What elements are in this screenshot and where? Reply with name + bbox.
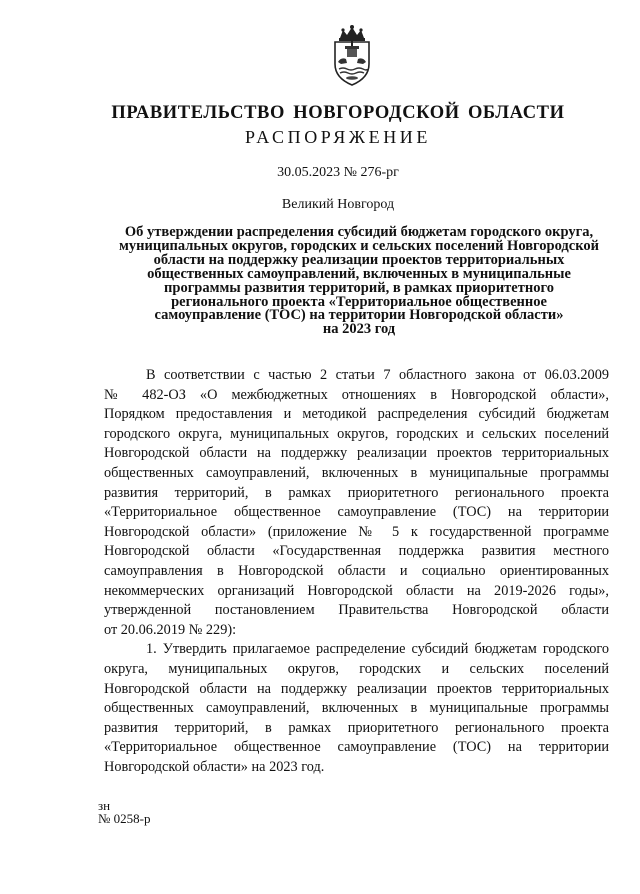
body-line: Новгородской области» (приложение № 5 к государственной программе [104,523,609,540]
government-name: ПРАВИТЕЛЬСТВО НОВГОРОДСКОЙ ОБЛАСТИ [111,103,565,123]
body-line: Новгородской области «Государственная поддержка развития местного [104,543,609,560]
title-line: программы развития территорий, в рамках приоритетного [164,279,554,296]
body-line: Порядком предоставления и методикой распределения субсидий бюджетам [104,406,609,423]
item-1-paragraph [104,640,609,777]
body-line: некоммерческих организаций Новгородской области на 2019-2026 годы», [104,582,609,599]
body-line: Новгородской области» на 2023 год. [104,758,325,775]
body-line: Новгородской области на поддержку реализации проектов территориальных [104,445,609,462]
title-line: муниципальных округов, городских и сельских поселений Новгородской [119,237,599,254]
document-city: Великий Новгород [281,197,395,212]
footer-registration [98,799,150,825]
preamble-paragraph [104,366,609,640]
body-line: В соответствии с частью 2 статьи 7 областного закона от 06.03.2009 [146,367,609,383]
footer-initials: зн [98,798,111,813]
title-line: регионального проекта «Территориальное общественное [171,293,547,310]
document-title [112,226,606,337]
body-line: округа, муниципальных округов, городских и сельских поселений [104,660,609,677]
body-line: общественных самоуправлений, включенных в муниципальные программы [104,464,609,481]
title-line: самоуправление (ТОС) на территории Новгородской области» [154,307,564,324]
body-line: Новгородской области на поддержку реализации проектов территориальных [104,680,609,697]
body-line: городского округа, муниципальных округов, городских и сельских поселений [104,425,609,442]
document-body [104,366,609,777]
body-line: 1. Утвердить прилагаемое распределение субсидий бюджетам городского [146,641,609,658]
body-line: от 20.06.2019 № 229): [104,621,237,638]
title-line: общественных самоуправлений, включенных в муниципальные [147,265,571,282]
footer-number: № 0258-р [98,811,151,826]
body-line: развития территорий, в рамках приоритетного регионального проекта [104,719,609,736]
document-type: РАСПОРЯЖЕНИЕ [244,127,431,147]
novgorod-coat-of-arms-icon [329,24,375,88]
title-line: области на поддержку реализации проектов территориальных [153,251,565,268]
body-line: развития территорий, в рамках приоритетного регионального проекта [104,484,609,501]
body-line: № 482-ОЗ «О межбюджетных отношениях в Новгородской области», [104,386,609,403]
body-line: «Территориальное общественное самоуправление (ТОС) на территории [104,504,609,521]
body-line: утвержденной постановлением Правительства Новгородской области [104,602,609,619]
body-line: общественных самоуправлений, включенных в муниципальные программы [104,700,609,717]
document-date-number: 30.05.2023 № 276-рг [277,165,399,180]
body-line: «Территориальное общественное самоуправление (ТОС) на территории [104,739,609,756]
body-line: самоуправления в Новгородской области и социально ориентированных [104,562,609,579]
title-line: Об утверждении распределения субсидий бюджетам городского округа, [124,224,594,240]
title-line: на 2023 год [322,321,396,338]
